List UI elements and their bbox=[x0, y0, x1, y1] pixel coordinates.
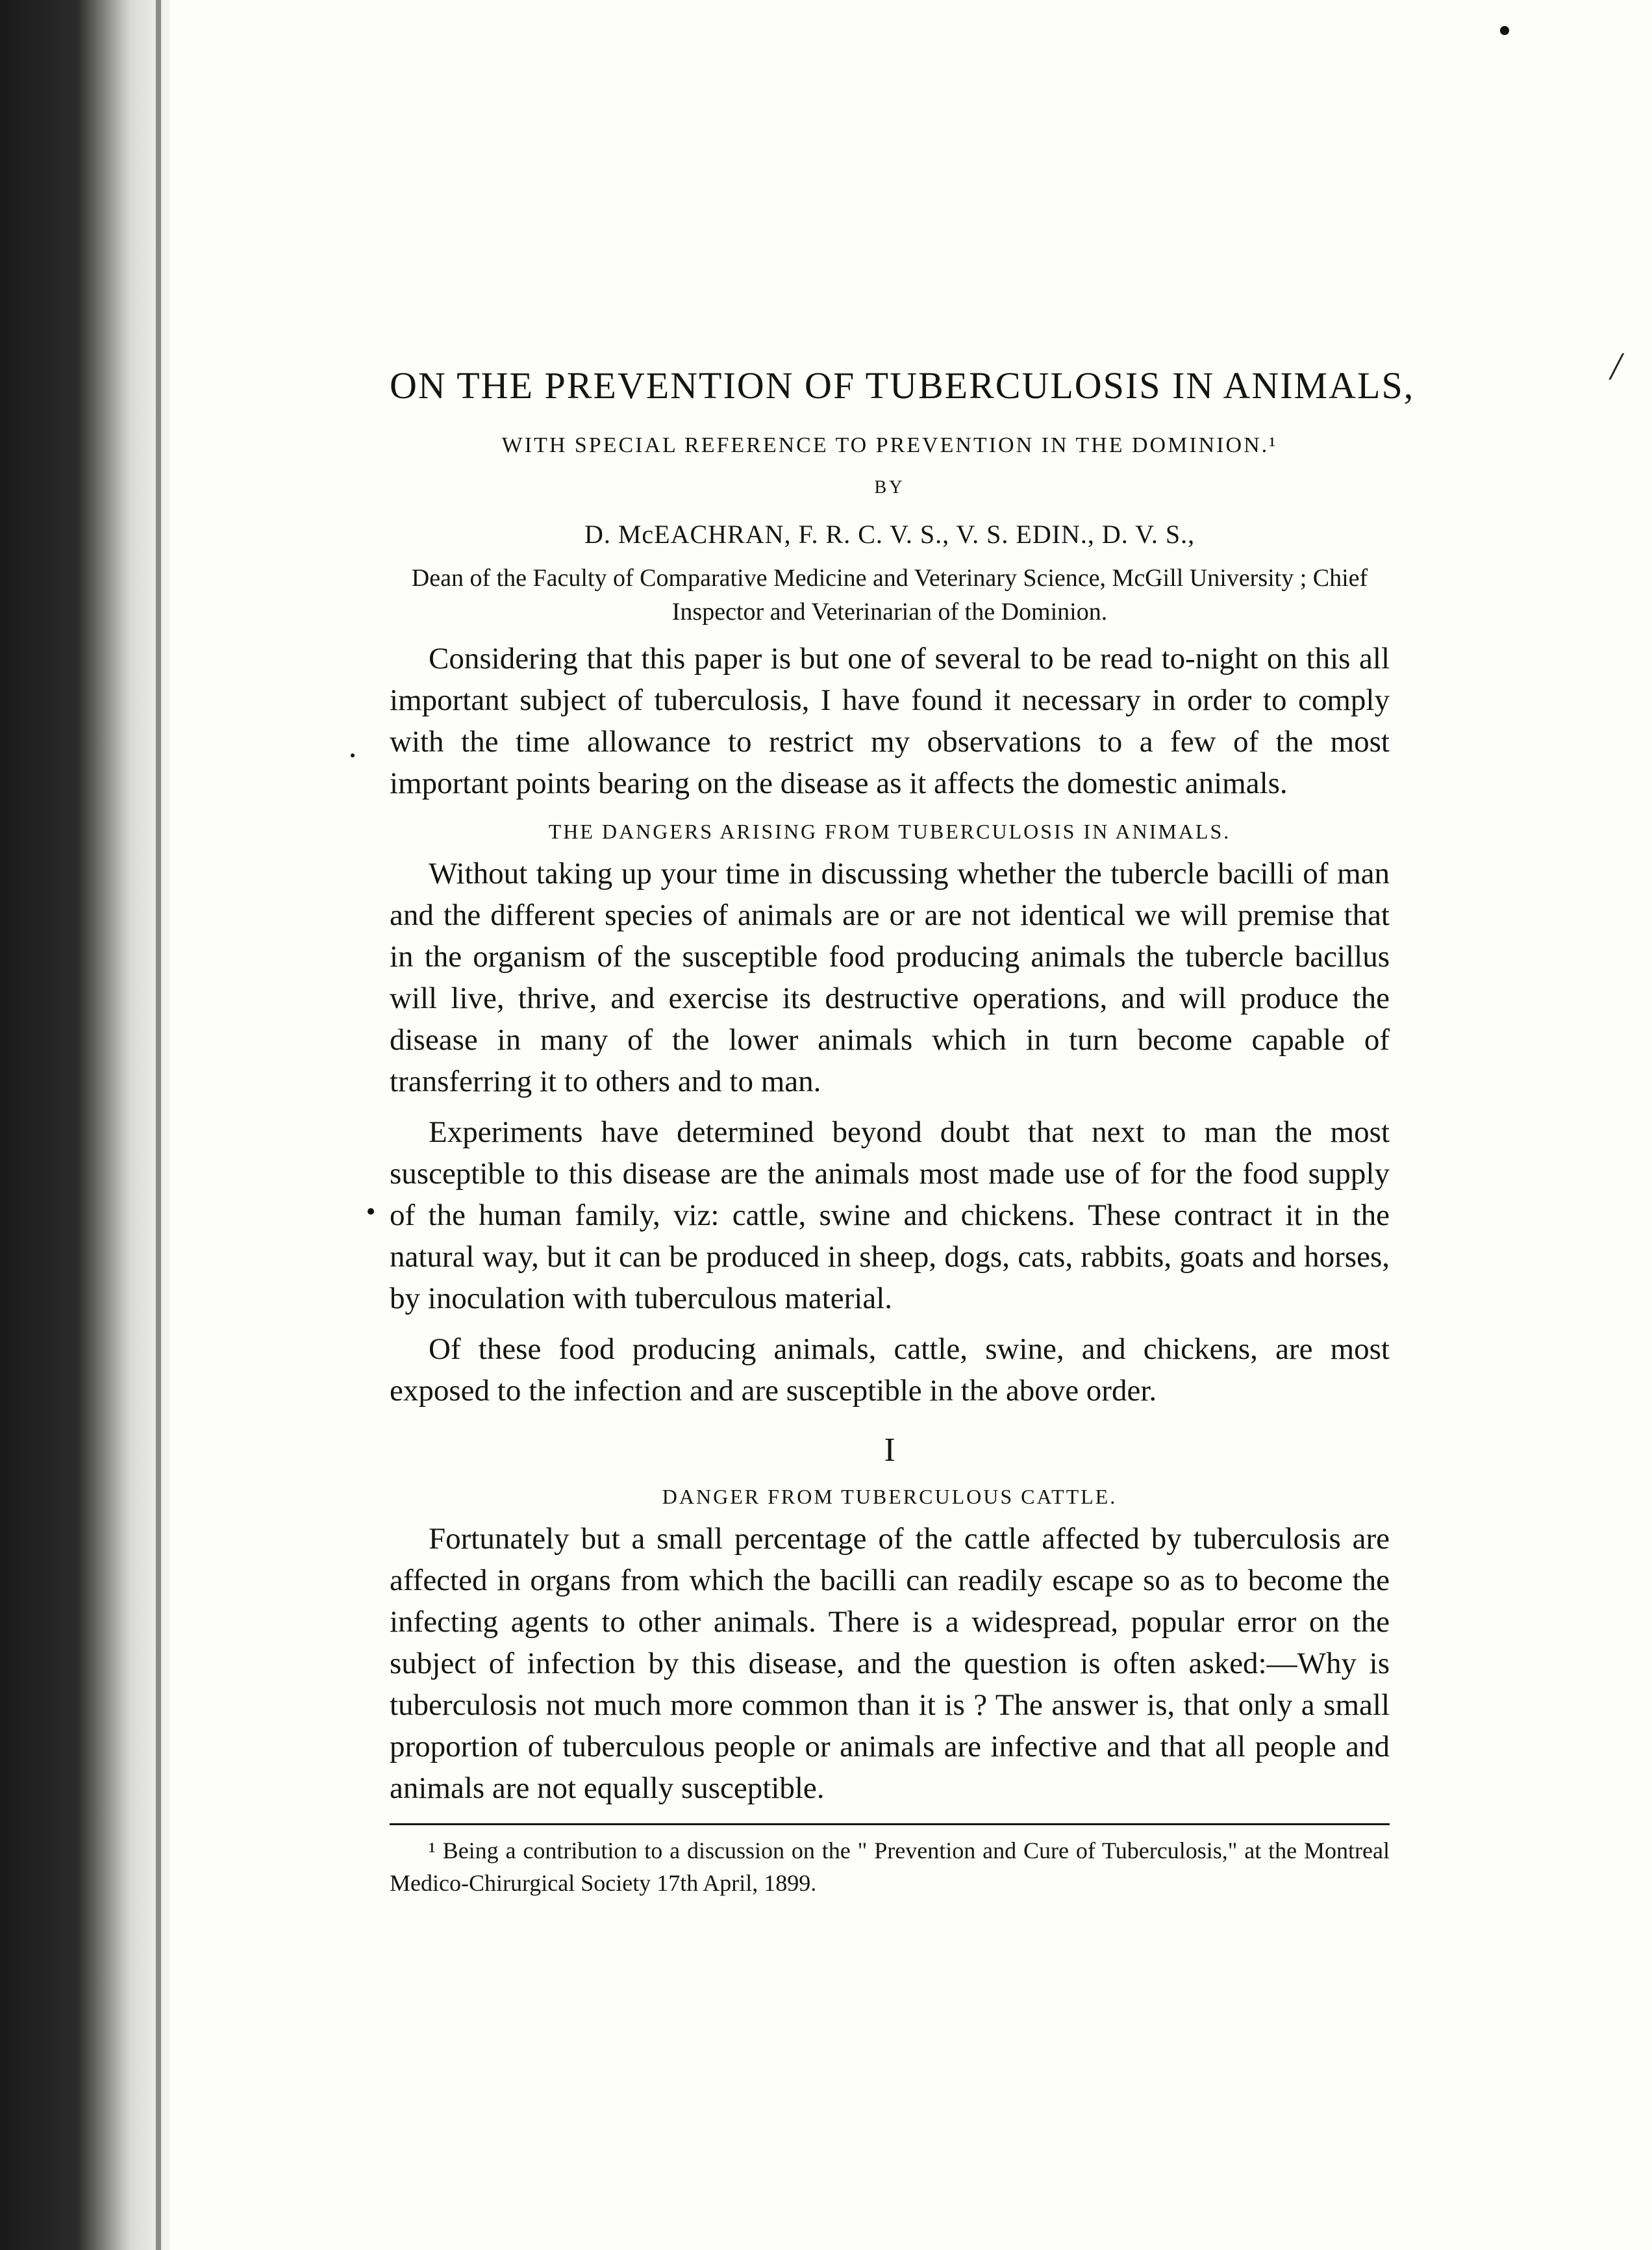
byline-by: BY bbox=[874, 477, 905, 498]
body-paragraph: Without taking up your time in discussing whether the tubercle bacilli of man and the different species of animals are or are not identical we will premise that in the organism of the susceptible food producing animals the tubercle bacillus will live, thrive, and exercise its destructive operations, and will produce the disease in many of the lower animals which in turn become capable of transferring it to others and to man. bbox=[390, 857, 1390, 1098]
scan-speck bbox=[368, 1208, 374, 1215]
intro-paragraph: Considering that this paper is but one of several to be read to-night on this all important subject of tuberculosis, I have found it necessary in order to comply with the time allowance to restrict my observations to a few of the most important points bearing on the disease as it affects the domestic animals. bbox=[390, 642, 1390, 800]
article-subtitle: WITH SPECIAL REFERENCE TO PREVENTION IN THE DOMINION.¹ bbox=[501, 433, 1278, 457]
body-paragraph: Fortunately but a small percentage of the cattle affected by tuberculosis are affected in organs from which the bacilli can readily escape so as to become the infecting agents to other animals. There is a widespread, popular error on the subject of infection by this disease, and the question is often asked:—Why is tuberculosis not much more common than it is ? The answer is, that only a small proportion of tuberculous people or animals are infective and that all people and animals are not equally susceptible. bbox=[390, 1522, 1390, 1805]
scan-speck bbox=[351, 753, 355, 757]
body-paragraph: Experiments have determined beyond doubt that next to man the most susceptible to this disease are the animals most made use of for the food supply of the human family, viz: cattle, swine and chickens. These contract it in the natural way, but it can be produced in sheep, dogs, cats, rabbits, goats and horses, by inoculation with tuberculous material. bbox=[390, 1115, 1390, 1315]
author-affiliation: Dean of the Faculty of Comparative Medicine and Veterinary Science, McGill University ; Chief Inspector and Veterinarian of the Dominion. bbox=[411, 564, 1368, 626]
section-number: I bbox=[884, 1432, 895, 1469]
article-title: ON THE PREVENTION OF TUBERCULOSIS IN ANIMALS, bbox=[390, 364, 1415, 407]
scanned-page-gutter bbox=[0, 0, 170, 2250]
footnote: ¹ Being a contribution to a discussion on the " Prevention and Cure of Tuberculosis," at the Montreal Medico-Chirurgical Society 17th April, 1899. bbox=[390, 1838, 1390, 1896]
document-page bbox=[390, 364, 1415, 1899]
section-heading-dangers: THE DANGERS ARISING FROM TUBERCULOSIS IN ANIMALS. bbox=[548, 820, 1231, 843]
section-heading-cattle: DANGER FROM TUBERCULOUS CATTLE. bbox=[662, 1485, 1118, 1508]
author-name: D. McEACHRAN, F. R. C. V. S., V. S. EDIN., D. V. S., bbox=[584, 520, 1195, 549]
footnote-divider bbox=[390, 1823, 1390, 1825]
margin-mark: / bbox=[1610, 345, 1621, 388]
scan-speck bbox=[1500, 26, 1509, 35]
body-paragraph: Of these food producing animals, cattle, swine, and chickens, are most exposed to the infection and are susceptible in the above order. bbox=[390, 1332, 1390, 1408]
binding-shadow bbox=[156, 0, 161, 2250]
